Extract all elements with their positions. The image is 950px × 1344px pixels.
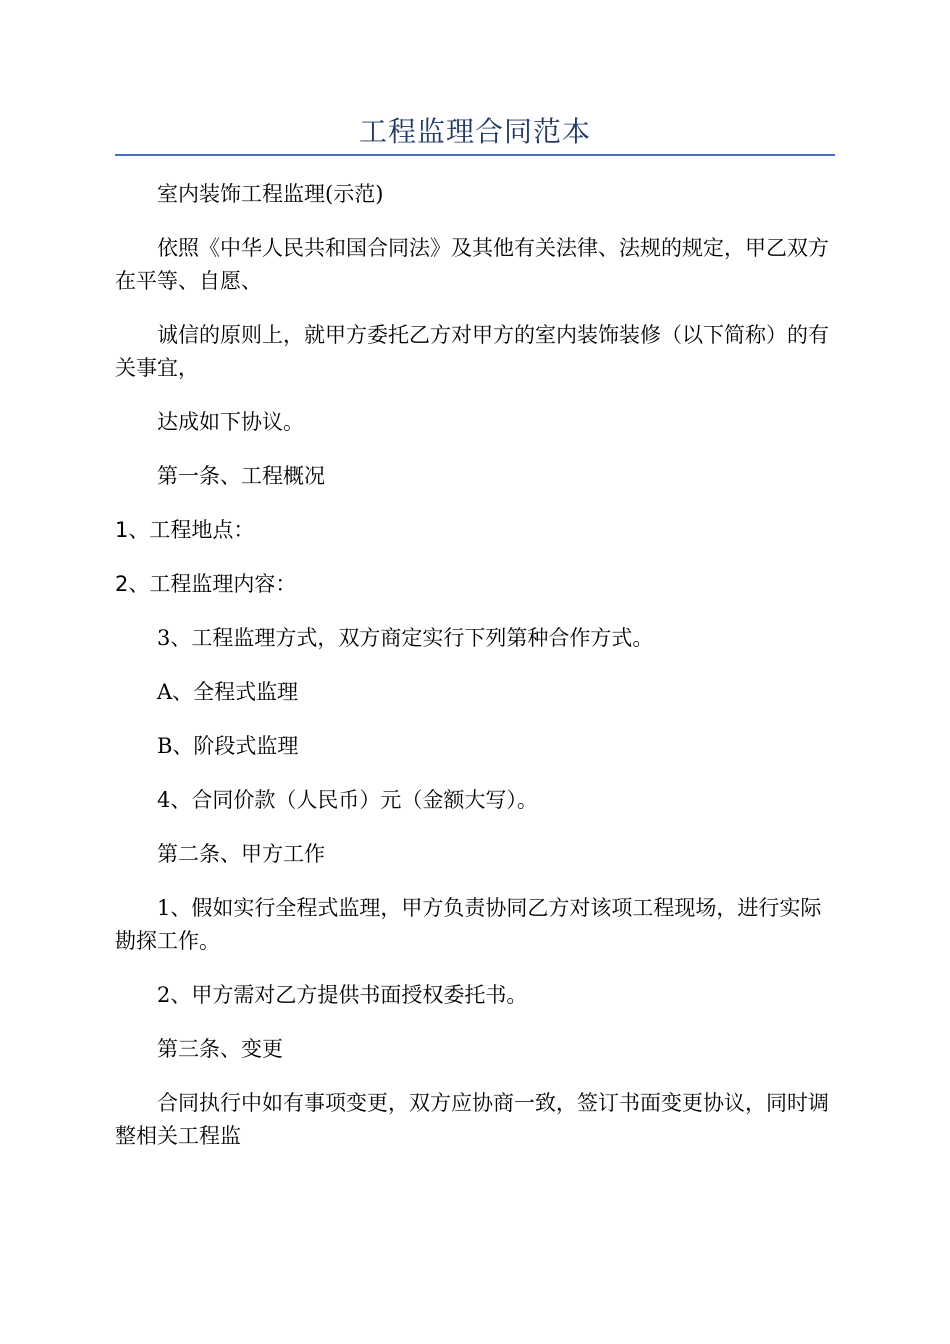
article-2-heading: 第二条、甲方工作 [157,842,325,866]
paragraph-party-a-duty-1: 1、假如实行全程式监理，甲方负责协同乙方对该项工程现场，进行实际勘探工作。 [115,896,822,953]
item-project-location [115,514,835,547]
paragraph-change-terms: 合同执行中如有事项变更，双方应协商一致，签订书面变更协议，同时调整相关工程监 [115,1091,829,1148]
item-text: 、工程监理内容： [128,572,297,596]
item-contract-price: 4、合同价款（人民币）元（金额大写）。 [157,788,538,812]
item-number: 2 [115,572,129,596]
option-full-supervision: A、全程式监理 [157,680,299,704]
article-3-heading: 第三条、变更 [157,1037,283,1061]
document-title: 工程监理合同范本 [358,115,591,148]
option-phased-supervision: B、阶段式监理 [157,734,299,758]
item-text: 、工程地点： [128,518,255,542]
item-number: 1 [115,518,129,542]
paragraph-principle: 诚信的原则上，就甲方委托乙方对甲方的室内装饰装修（以下简称）的有关事宜， [115,323,829,380]
paragraph-legal-basis: 依照《中华人民共和国合同法》及其他有关法律、法规的规定，甲乙双方在平等、自愿、 [115,236,829,293]
item-supervision-method: 3、工程监理方式，双方商定实行下列第种合作方式。 [157,626,654,650]
article-1-heading: 第一条、工程概况 [157,464,325,488]
paragraph-party-a-duty-2: 2、甲方需对乙方提供书面授权委托书。 [157,983,528,1007]
item-supervision-content [115,568,835,601]
title-underline [115,154,835,156]
paragraph-agreement: 达成如下协议。 [157,410,304,434]
document-body [115,178,835,1174]
paragraph-subtitle: 室内装饰工程监理(示范) [157,182,384,206]
